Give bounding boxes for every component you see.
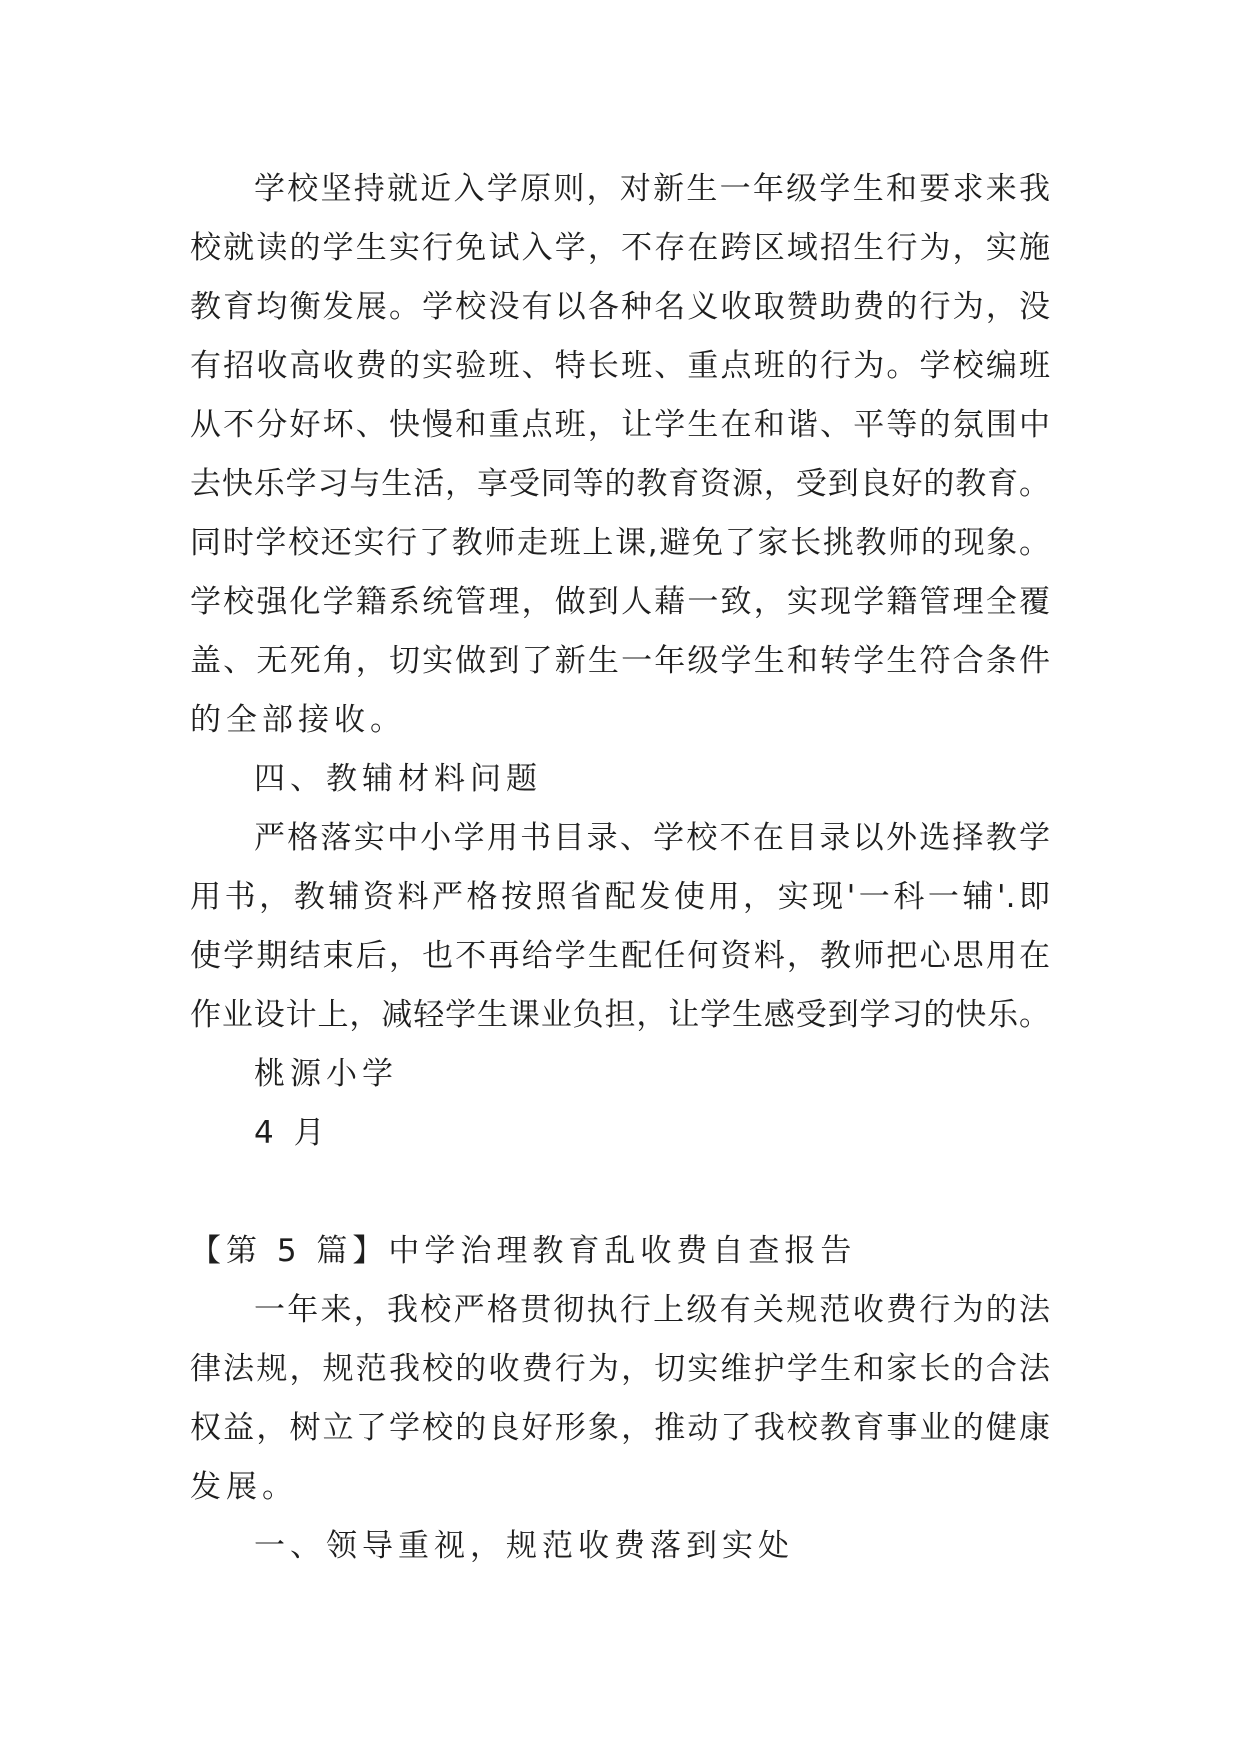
text-line: 发展。 (190, 1469, 298, 1505)
text-line: 律法规，规范我校的收费行为，切实维护学生和家长的合法 (190, 1351, 1050, 1387)
signature-date: 4 月 (254, 1115, 330, 1151)
text-line: 一年来，我校严格贯彻执行上级有关规范收费行为的法 (254, 1292, 1050, 1328)
signature-school: 桃源小学 (254, 1056, 398, 1092)
paragraph-enrollment (190, 160, 1050, 750)
text-line: 权益，树立了学校的良好形象，推动了我校教育事业的健康 (190, 1410, 1050, 1446)
text-line: 用书，教辅资料严格按照省配发使用，实现'一科一辅'.即 (190, 879, 1050, 915)
section-heading-1: 一、领导重视，规范收费落到实处 (254, 1528, 794, 1564)
text-line: 作业设计上，减轻学生课业负担，让学生感受到学习的快乐。 (190, 997, 1050, 1033)
paragraph-intro (190, 1281, 1050, 1517)
text-line: 的全部接收。 (190, 702, 406, 738)
text-line: 学校强化学籍系统管理，做到人藉一致，实现学籍管理全覆 (190, 584, 1050, 620)
text-line: 盖、无死角，切实做到了新生一年级学生和转学生符合条件 (190, 643, 1050, 679)
text-line: 有招收高收费的实验班、特长班、重点班的行为。学校编班 (190, 348, 1050, 384)
section-spacer (190, 1163, 1050, 1222)
text-line: 同时学校还实行了教师走班上课,避免了家长挑教师的现象。 (190, 525, 1050, 561)
article-title: 【第 5 篇】中学治理教育乱收费自查报告 (190, 1233, 857, 1269)
document-body (190, 160, 1050, 1576)
text-line: 学校坚持就近入学原则，对新生一年级学生和要求来我 (254, 171, 1050, 207)
text-line: 校就读的学生实行免试入学，不存在跨区域招生行为，实施 (190, 230, 1050, 266)
text-line: 教育均衡发展。学校没有以各种名义收取赞助费的行为，没 (190, 289, 1050, 325)
text-line: 从不分好坏、快慢和重点班，让学生在和谐、平等的氛围中 (190, 407, 1050, 443)
text-line: 去快乐学习与生活，享受同等的教育资源，受到良好的教育。 (190, 466, 1050, 502)
text-line: 严格落实中小学用书目录、学校不在目录以外选择教学 (254, 820, 1050, 856)
paragraph-materials (190, 809, 1050, 1045)
section-heading-4: 四、教辅材料问题 (254, 761, 542, 797)
text-line: 使学期结束后，也不再给学生配任何资料，教师把心思用在 (190, 938, 1050, 974)
